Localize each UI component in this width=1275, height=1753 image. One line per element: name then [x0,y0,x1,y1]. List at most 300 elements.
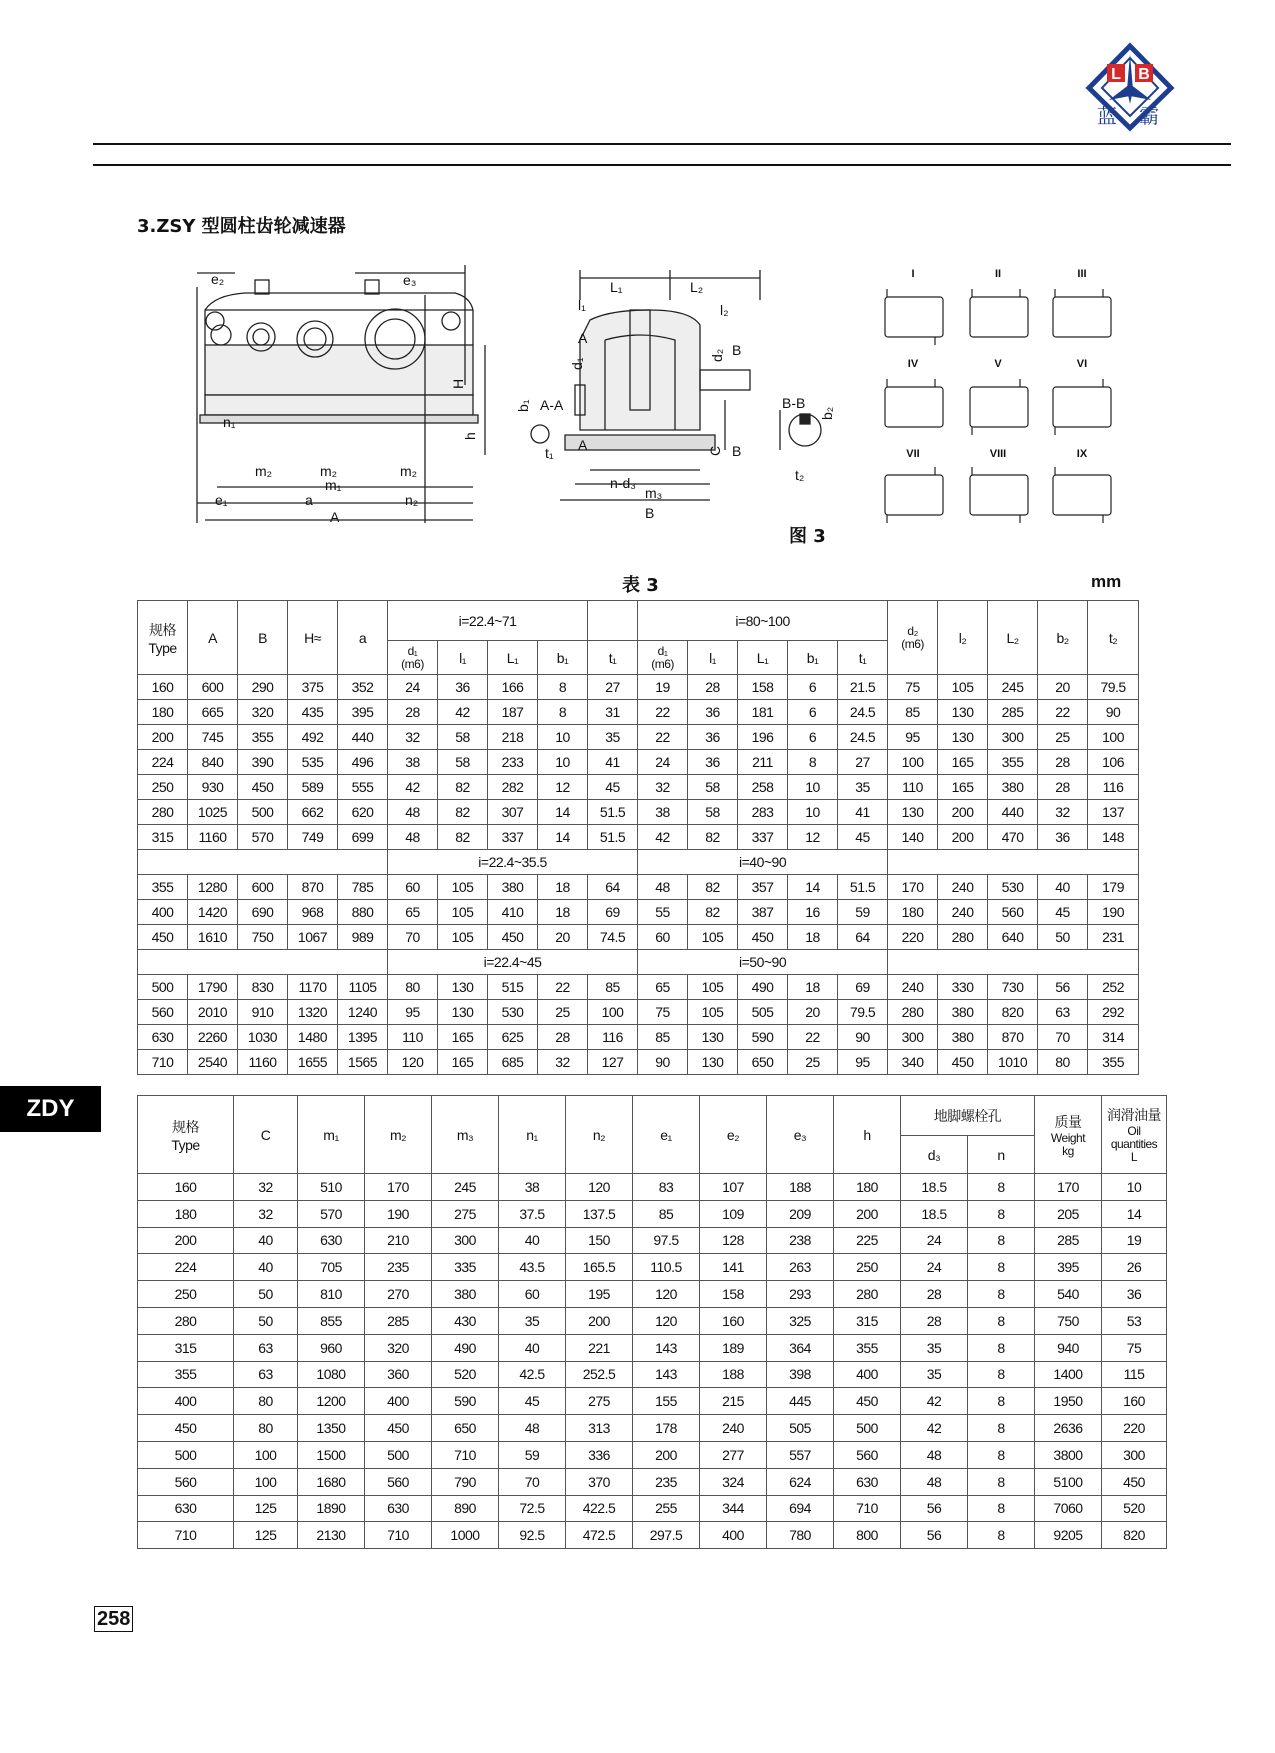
table-row [138,875,1139,900]
table-cell: 315 [138,1334,234,1361]
table-cell: 32 [234,1174,298,1201]
table-cell: 10 [788,775,838,800]
table-cell: 1030 [238,1025,288,1050]
header-b2: b₂ [1038,601,1088,675]
table-cell: 170 [365,1174,432,1201]
table-cell: 870 [288,875,338,900]
table-cell: 840 [188,750,238,775]
header-d2-sub: (m6) [901,636,924,651]
table-cell: 165 [938,775,988,800]
table-cell: 95 [388,1000,438,1025]
table-cell: 364 [767,1334,834,1361]
table-cell: 560 [834,1441,901,1468]
header-rule-top [93,143,1231,145]
table-cell: 10 [1102,1174,1167,1201]
table-cell: 710 [834,1495,901,1522]
table-cell: 1950 [1035,1388,1102,1415]
table-cell: 24.5 [838,700,888,725]
table-cell: 40 [499,1334,566,1361]
table-cell: 1240 [338,1000,388,1025]
table-cell: 810 [298,1281,365,1308]
header-group-1: i=22.4~71 [388,601,588,641]
table-1-section-a [138,675,1139,850]
table-cell: 10 [538,725,588,750]
table-cell: 968 [288,900,338,925]
table-cell: 2130 [298,1522,365,1549]
table-cell: 92.5 [499,1522,566,1549]
label-m2-b: m₂ [320,463,338,479]
table-cell: 252 [1088,975,1139,1000]
table-cell: 570 [298,1200,365,1227]
table-cell: 625 [488,1025,538,1050]
table-cell: 14 [538,825,588,850]
table-cell: 180 [138,1200,234,1227]
table-cell: 22 [788,1025,838,1050]
table-cell: 630 [834,1468,901,1495]
table-cell: 109 [700,1200,767,1227]
table-cell: 50 [234,1307,298,1334]
table-cell: 160 [700,1307,767,1334]
table-cell: 355 [138,875,188,900]
table-cell: 110 [888,775,938,800]
table-cell: 1680 [298,1468,365,1495]
table-cell: 178 [633,1415,700,1442]
dimension-table [137,600,1139,1075]
table-cell: 48 [638,875,688,900]
table-cell: 960 [298,1334,365,1361]
table-cell: 116 [588,1025,638,1050]
table-cell: 189 [700,1334,767,1361]
table-cell: 64 [588,875,638,900]
brand-name: 蓝 霸 [1096,104,1168,128]
table-cell: 37.5 [499,1200,566,1227]
table-cell: 18 [788,925,838,950]
header2-type-cn: 规格 [172,1118,199,1135]
table-cell: 530 [488,1000,538,1025]
table-cell: 19 [638,675,688,700]
table-cell: 220 [888,925,938,950]
table-cell: 285 [988,700,1038,725]
table-cell: 930 [188,775,238,800]
table-cell: 36 [688,725,738,750]
table-cell: 590 [432,1388,499,1415]
header2-type [138,1096,234,1174]
table-cell: 59 [838,900,888,925]
table-cell: 79.5 [1088,675,1139,700]
table-row [138,1495,1167,1522]
table-cell: 1170 [288,975,338,1000]
table-cell: 490 [432,1334,499,1361]
table-cell: 8 [968,1174,1035,1201]
table-row [138,750,1139,775]
table-cell: 90 [1088,700,1139,725]
table-cell: 80 [1038,1050,1088,1075]
table-cell: 35 [901,1334,968,1361]
label-d1: d₁ [569,357,585,370]
table-cell: 127 [588,1050,638,1075]
header-B: B [238,601,288,675]
table-cell: 105 [438,925,488,950]
label-t1: t₁ [545,445,554,461]
table-cell: 12 [538,775,588,800]
table-cell: 6 [788,725,838,750]
table-cell: 42 [388,775,438,800]
table-cell: 8 [968,1388,1035,1415]
table-cell: 28 [901,1307,968,1334]
table-cell: 80 [234,1388,298,1415]
header2-m3: m₃ [432,1096,499,1174]
table-cell: 63 [234,1334,298,1361]
arrangement-label-4: IV [907,358,919,370]
table-cell: 180 [834,1174,901,1201]
table-cell: 313 [566,1415,633,1442]
label-m3: m₃ [645,485,663,501]
mid-1-right: i=40~90 [638,850,888,875]
table-cell: 150 [566,1227,633,1254]
table-cell: 1320 [288,1000,338,1025]
table-cell: 435 [288,700,338,725]
table-cell: 60 [499,1281,566,1308]
table-cell: 200 [633,1441,700,1468]
table-cell: 48 [388,825,438,850]
table-cell: 225 [834,1227,901,1254]
header-d2-label: d₂ [907,623,918,638]
arrangement-label-3: III [1077,268,1087,280]
table-cell: 130 [938,700,988,725]
table-cell: 590 [738,1025,788,1050]
page-number: 258 [94,1606,133,1632]
table-cell: 165 [438,1025,488,1050]
table-cell: 624 [767,1468,834,1495]
table-cell: 74.5 [588,925,638,950]
table-cell: 492 [288,725,338,750]
table-cell: 69 [588,900,638,925]
table-row [138,1025,1139,1050]
table-cell: 280 [888,1000,938,1025]
header-l2: l₂ [938,601,988,675]
table-cell: 710 [138,1522,234,1549]
table-1-section-c [138,975,1139,1075]
header-t2: t₂ [1088,601,1139,675]
header-type-en: Type [148,639,177,656]
table-cell: 3800 [1035,1441,1102,1468]
table-cell: 430 [432,1307,499,1334]
table-cell: 110.5 [633,1254,700,1281]
table-cell: 1350 [298,1415,365,1442]
table-cell: 1105 [338,975,388,1000]
table-cell: 58 [438,725,488,750]
table-cell: 344 [700,1495,767,1522]
table-cell: 107 [700,1174,767,1201]
table-cell: 231 [1088,925,1139,950]
label-e1: e₁ [215,492,228,508]
table-cell: 1610 [188,925,238,950]
table-cell: 188 [767,1174,834,1201]
table-cell: 209 [767,1200,834,1227]
table-cell: 188 [700,1361,767,1388]
table-row [138,700,1139,725]
table-cell: 51.5 [588,825,638,850]
table-cell: 9205 [1035,1522,1102,1549]
table-cell: 337 [488,825,538,850]
header-group-2: i=80~100 [638,601,888,641]
table-cell: 1200 [298,1388,365,1415]
table-cell: 750 [238,925,288,950]
header2-e3: e₃ [767,1096,834,1174]
table-cell: 472.5 [566,1522,633,1549]
table-cell: 255 [633,1495,700,1522]
table-cell: 450 [834,1388,901,1415]
table-cell: 27 [838,750,888,775]
table-cell: 280 [938,925,988,950]
table-row [138,1388,1167,1415]
table-cell: 82 [438,825,488,850]
table-cell: 520 [1102,1495,1167,1522]
table-cell: 100 [888,750,938,775]
table-cell: 170 [1035,1174,1102,1201]
table-cell: 105 [688,975,738,1000]
table-cell: 85 [638,1025,688,1050]
label-t2: t₂ [795,467,805,483]
label-A-top: A [578,330,588,346]
table-cell: 355 [988,750,1038,775]
table-cell: 292 [1088,1000,1139,1025]
table-cell: 48 [901,1468,968,1495]
table-cell: 51.5 [838,875,888,900]
label-H: H [450,378,466,389]
table-cell: 500 [138,1441,234,1468]
table-cell: 48 [901,1441,968,1468]
header-l1-g2: l₁ [688,641,738,675]
table-cell: 45 [838,825,888,850]
table-cell: 24 [388,675,438,700]
table-cell: 300 [432,1227,499,1254]
label-h: h [462,432,478,440]
header-d1-g1-sub: (m6) [401,656,424,671]
table-cell: 196 [738,725,788,750]
table-cell: 45 [499,1388,566,1415]
table-cell: 560 [988,900,1038,925]
mid-spacer [888,850,1139,875]
table-cell: 83 [633,1174,700,1201]
header-t1-g2: t₁ [838,641,888,675]
table-cell: 166 [488,675,538,700]
table-cell: 59 [499,1441,566,1468]
table-cell: 200 [138,1227,234,1254]
table-cell: 300 [888,1025,938,1050]
table-cell: 355 [834,1334,901,1361]
table-cell: 5100 [1035,1468,1102,1495]
table-cell: 19 [1102,1227,1167,1254]
table-row [138,975,1139,1000]
table-cell: 190 [1088,900,1139,925]
table-cell: 8 [968,1415,1035,1442]
table-cell: 195 [566,1281,633,1308]
table-cell: 355 [138,1361,234,1388]
mid-2-right: i=50~90 [638,950,888,975]
table-cell: 28 [538,1025,588,1050]
table-cell: 1400 [1035,1361,1102,1388]
table-cell: 370 [566,1468,633,1495]
table-cell: 38 [499,1174,566,1201]
table-cell: 314 [1088,1025,1139,1050]
table-cell: 211 [738,750,788,775]
table-cell: 38 [638,800,688,825]
mid-spacer [138,950,388,975]
table-cell: 785 [338,875,388,900]
label-B-bottom: B [645,505,655,521]
header-L1-g1: L₁ [488,641,538,675]
table-cell: 699 [338,825,388,850]
table-cell: 749 [288,825,338,850]
table-cell: 18 [538,875,588,900]
table-cell: 1500 [298,1441,365,1468]
table-row [138,1334,1167,1361]
header-d1-g2-sub: (m6) [651,656,674,671]
table-cell: 285 [1035,1227,1102,1254]
table-cell: 258 [738,775,788,800]
table-cell: 90 [638,1050,688,1075]
table-cell: 357 [738,875,788,900]
table-cell: 120 [633,1307,700,1334]
header2-d3: d₃ [901,1136,968,1174]
table-cell: 100 [234,1441,298,1468]
table-cell: 75 [888,675,938,700]
table-cell: 56 [1038,975,1088,1000]
table-cell: 120 [566,1174,633,1201]
table-cell: 141 [700,1254,767,1281]
table-cell: 42 [638,825,688,850]
table-cell: 100 [234,1468,298,1495]
table-cell: 1160 [238,1050,288,1075]
table-cell: 10 [788,800,838,825]
table-cell: 82 [688,875,738,900]
header-l1-g1: l₁ [438,641,488,675]
header-b1-g2: b₁ [788,641,838,675]
table-row [138,1254,1167,1281]
table-cell: 80 [234,1415,298,1442]
table-cell: 85 [888,700,938,725]
table-cell: 240 [938,875,988,900]
table-cell: 360 [365,1361,432,1388]
table-cell: 200 [834,1200,901,1227]
table-cell: 380 [988,775,1038,800]
table-cell: 24 [638,750,688,775]
table-cell: 1160 [188,825,238,850]
table-cell: 41 [588,750,638,775]
table-cell: 40 [234,1227,298,1254]
table-cell: 32 [388,725,438,750]
table-cell: 21.5 [838,675,888,700]
table-cell: 210 [365,1227,432,1254]
table-cell: 250 [138,775,188,800]
header2-n: n [968,1136,1035,1174]
header-b1-g1: b₁ [538,641,588,675]
mid-1-left: i=22.4~35.5 [388,850,638,875]
header2-e2: e₂ [700,1096,767,1174]
table-cell: 28 [1038,750,1088,775]
label-m1: m₁ [325,477,342,493]
table-cell: 745 [188,725,238,750]
table-cell: 515 [488,975,538,1000]
label-m2-a: m₂ [255,463,273,479]
table-cell: 155 [633,1388,700,1415]
label-e3: e₃ [403,272,417,288]
table-cell: 1067 [288,925,338,950]
table-cell: 14 [788,875,838,900]
table-cell: 440 [338,725,388,750]
table-cell: 325 [767,1307,834,1334]
table-cell: 450 [488,925,538,950]
table-row [138,1174,1167,1201]
table-cell: 790 [432,1468,499,1495]
table-cell: 340 [888,1050,938,1075]
table-cell: 940 [1035,1334,1102,1361]
table-row [138,1361,1167,1388]
header2-type-en: Type [171,1136,200,1153]
table-cell: 110 [388,1025,438,1050]
table-cell: 70 [499,1468,566,1495]
mid-spacer [138,850,388,875]
table-cell: 137.5 [566,1200,633,1227]
table-cell: 36 [1102,1281,1167,1308]
table-cell: 270 [365,1281,432,1308]
table-cell: 540 [1035,1281,1102,1308]
table-cell: 27 [588,675,638,700]
table-cell: 238 [767,1227,834,1254]
table-cell: 58 [688,775,738,800]
table-cell: 85 [633,1200,700,1227]
table-row [138,1281,1167,1308]
table-cell: 280 [138,1307,234,1334]
table-cell: 42 [901,1388,968,1415]
table-cell: 400 [138,1388,234,1415]
table-cell: 45 [1038,900,1088,925]
table-cell: 275 [432,1200,499,1227]
table-cell: 398 [767,1361,834,1388]
table-cell: 280 [138,800,188,825]
table-cell: 283 [738,800,788,825]
table-cell: 235 [365,1254,432,1281]
table-cell: 125 [234,1495,298,1522]
table-cell: 42 [438,700,488,725]
table-cell: 18 [788,975,838,1000]
table-cell: 307 [488,800,538,825]
table-cell: 285 [365,1307,432,1334]
table-cell: 252.5 [566,1361,633,1388]
table-cell: 500 [238,800,288,825]
table-cell: 2010 [188,1000,238,1025]
table-cell: 1890 [298,1495,365,1522]
table-cell: 300 [1102,1441,1167,1468]
table-cell: 280 [834,1281,901,1308]
table-cell: 72.5 [499,1495,566,1522]
table-cell: 95 [838,1050,888,1075]
table-cell: 180 [888,900,938,925]
table-cell: 65 [638,975,688,1000]
table-cell: 710 [365,1522,432,1549]
header-L1-g2: L₁ [738,641,788,675]
table-cell: 8 [968,1441,1035,1468]
header2-bolt: 地脚螺栓孔 [901,1096,1035,1136]
table-cell: 557 [767,1441,834,1468]
table-cell: 18.5 [901,1174,968,1201]
table-cell: 60 [638,925,688,950]
table-cell: 218 [488,725,538,750]
table-cell: 224 [138,1254,234,1281]
table-cell: 630 [298,1227,365,1254]
table-cell: 282 [488,775,538,800]
